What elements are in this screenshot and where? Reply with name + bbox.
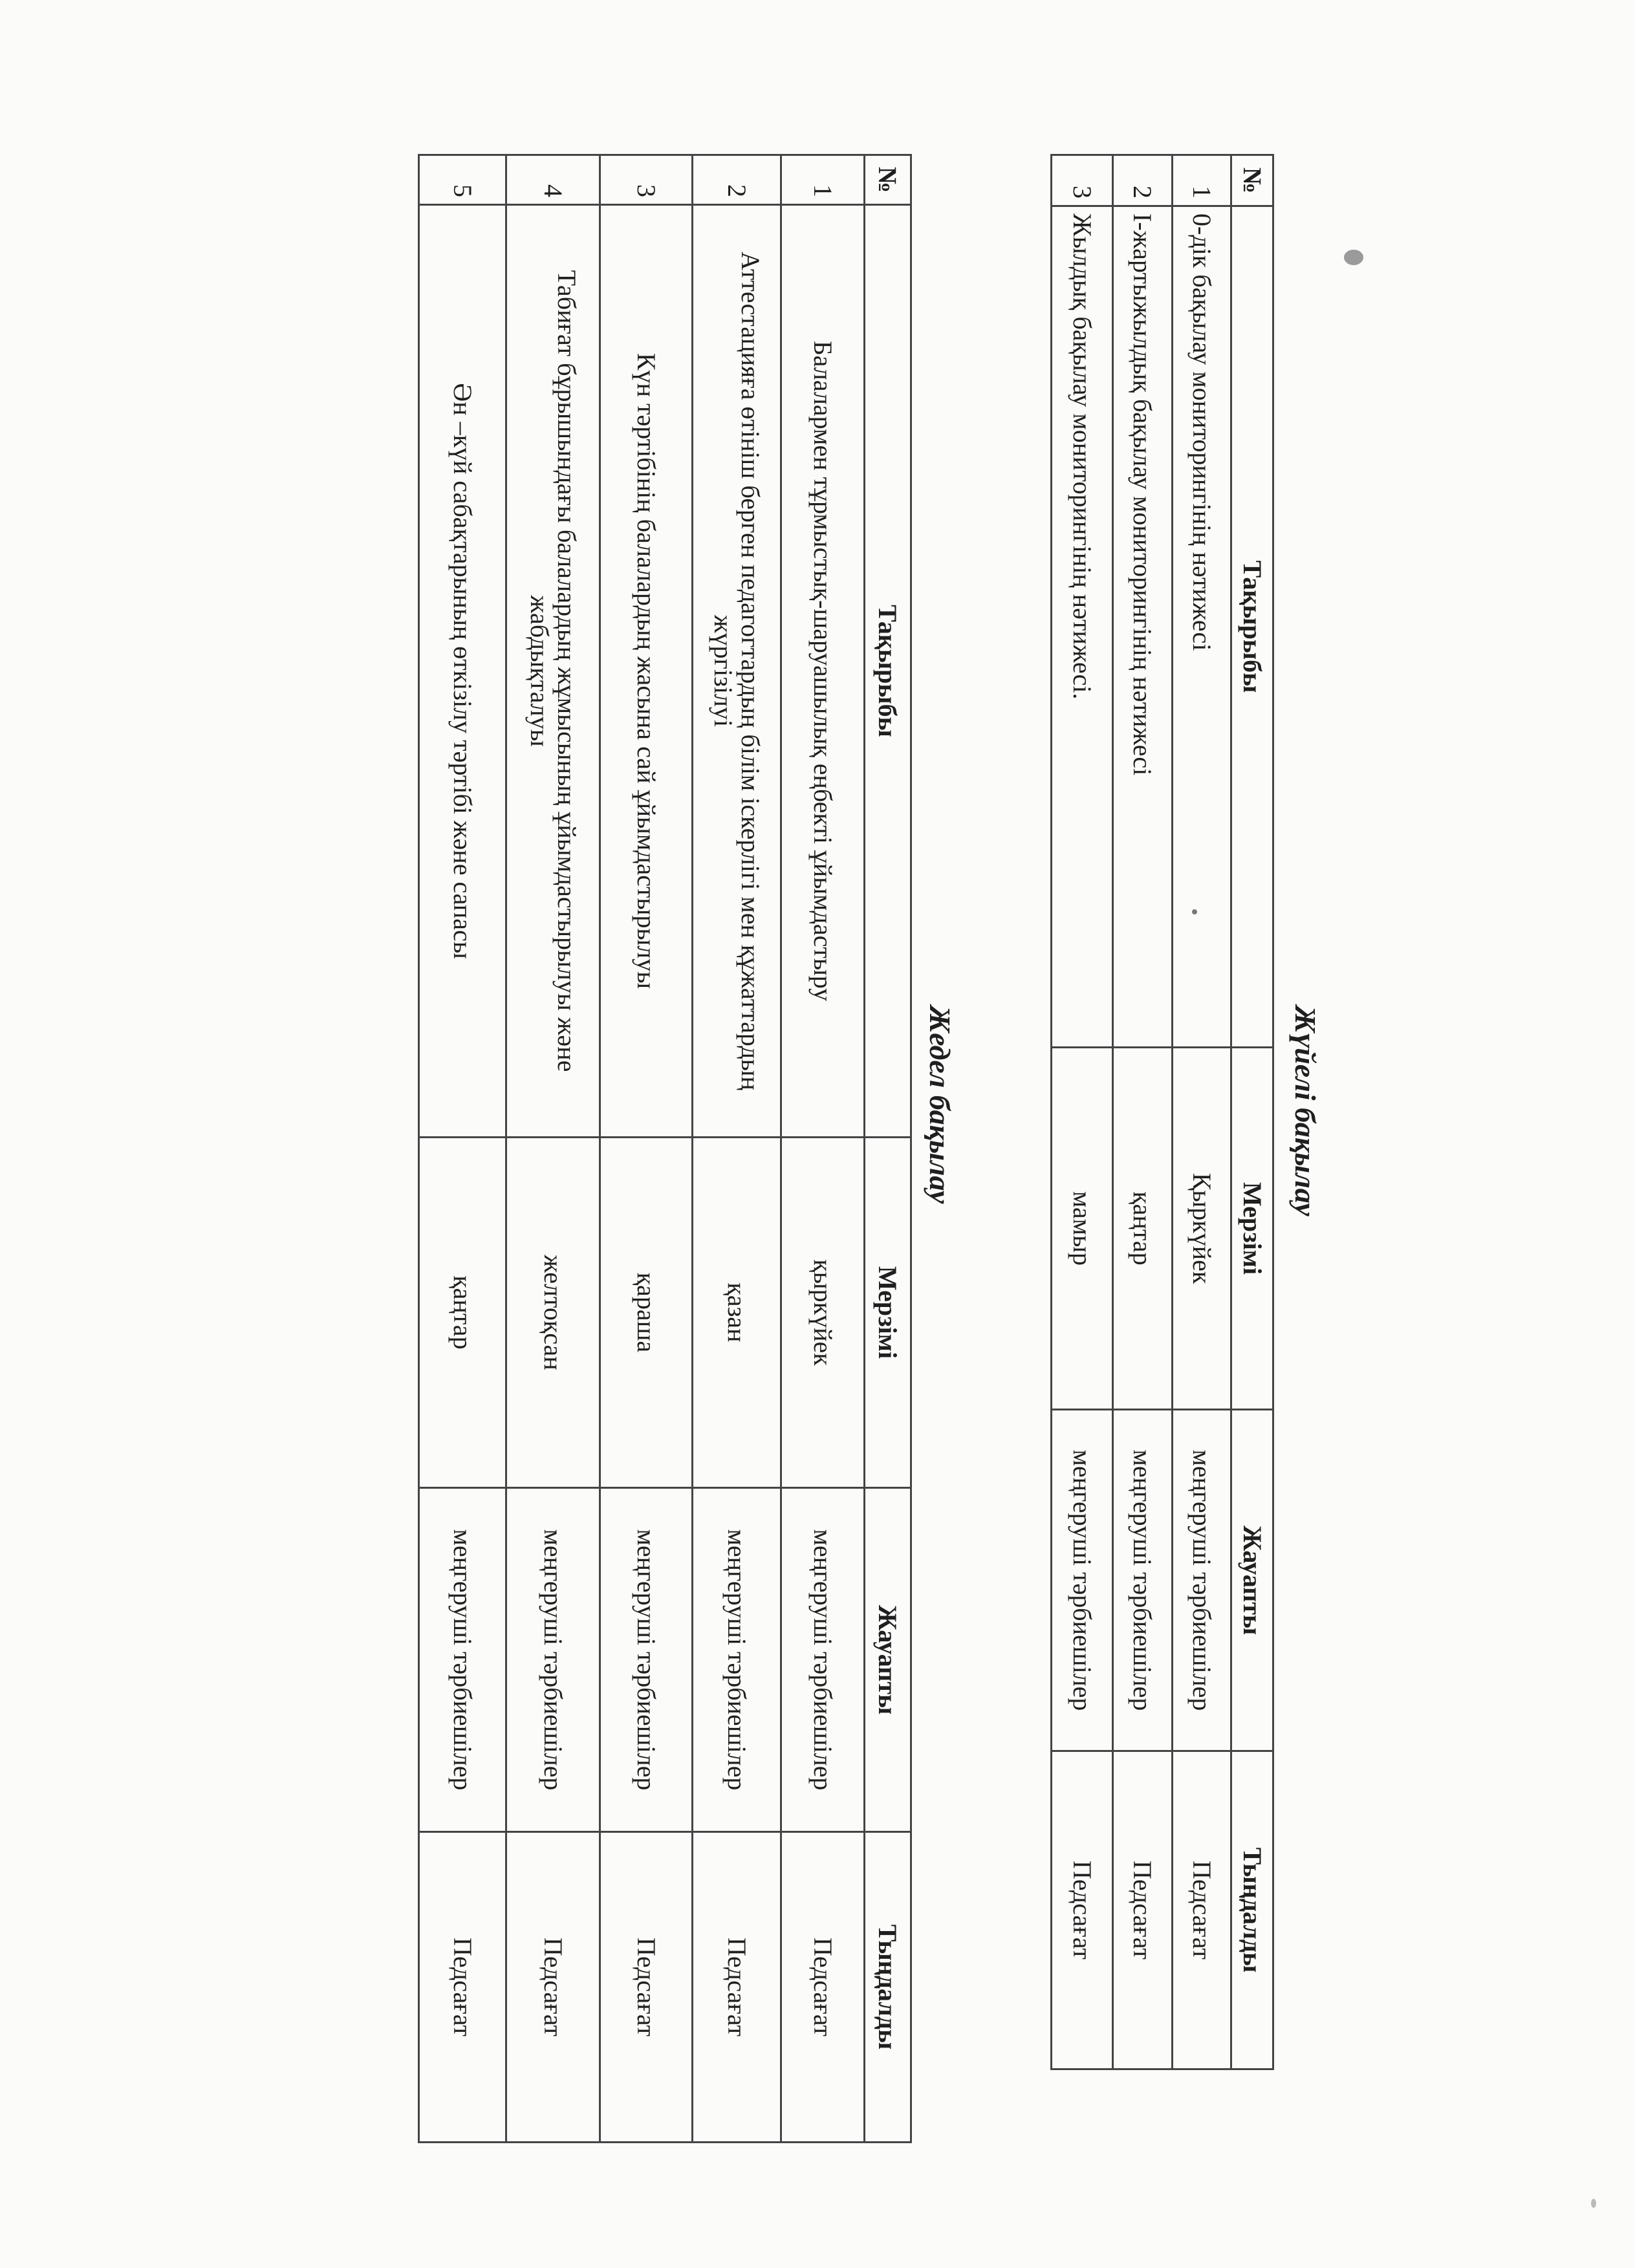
table1-header-heard: Тыңдалды — [1231, 1751, 1273, 2069]
table2-header-topic: Тақырыбы — [865, 205, 911, 1138]
scan-speck — [1192, 909, 1197, 914]
operational-control-table — [418, 154, 912, 2143]
row-number: 5 — [419, 155, 506, 205]
row-number: 3 — [600, 155, 693, 205]
table2-header-heard: Тыңдалды — [865, 1832, 911, 2143]
table-row — [1173, 155, 1231, 2069]
row-topic: 0-дік бақылау мониторингінің нәтижесі — [1173, 206, 1231, 1048]
scan-speck — [1344, 250, 1363, 265]
row-deadline: мамыр — [1052, 1048, 1113, 1410]
row-topic: Күн тәртібінің балалардың жасына сай ұйымдастырылуы — [600, 205, 693, 1138]
row-heard: Педсағат — [506, 1832, 600, 2143]
row-number: 2 — [1113, 155, 1173, 206]
row-number: 2 — [693, 155, 781, 205]
row-heard: Педсағат — [1173, 1751, 1231, 2069]
row-topic: Балалармен тұрмыстық-шаруашылық еңбекті ұйымдастыру — [781, 205, 865, 1138]
table1-header-topic: Тақырыбы — [1231, 206, 1273, 1048]
row-heard: Педсағат — [419, 1832, 506, 2143]
row-responsible: меңгеруші тәрбиешілер — [781, 1488, 865, 1832]
row-responsible: меңгеруші тәрбиешілер — [600, 1488, 693, 1832]
row-topic: Табиғат бұрышындағы балалардың жұмысының ұйымдастырылуы және жабдықталуы — [506, 205, 600, 1138]
row-topic: Аттестацияға өтініш берген педагогтардың білім іскерлігі мен құжаттардың жүргізілуі — [693, 205, 781, 1138]
table-row — [506, 155, 600, 2143]
row-number: 1 — [781, 155, 865, 205]
table2-title: Жедел бақылау — [924, 1006, 957, 1204]
table1-header-row — [1231, 155, 1273, 2069]
row-heard: Педсағат — [1113, 1751, 1173, 2069]
row-number: 3 — [1052, 155, 1113, 206]
table1-title: Жүйелі бақылау — [1289, 1006, 1322, 1216]
table2-header-num: № — [865, 155, 911, 205]
table1-header-responsible: Жауапты — [1231, 1410, 1273, 1751]
table1-header-deadline: Мерзімі — [1231, 1048, 1273, 1410]
table-row — [1113, 155, 1173, 2069]
table2-header-deadline: Мерзімі — [865, 1138, 911, 1488]
row-number: 1 — [1173, 155, 1231, 206]
row-deadline: қыркүйек — [781, 1138, 865, 1488]
row-responsible: меңгеруші тәрбиешілер — [1113, 1410, 1173, 1751]
row-responsible: меңгеруші тәрбиешілер — [506, 1488, 600, 1832]
row-topic: Жылдық бақылау мониторингінің нәтижесі. — [1052, 206, 1113, 1048]
table-row — [781, 155, 865, 2143]
row-topic: Ән –күй сабақтарының өткізілу тәртібі және сапасы — [419, 205, 506, 1138]
row-responsible: меңгеруші тәрбиешілер — [1052, 1410, 1113, 1751]
row-deadline: қаңтар — [419, 1138, 506, 1488]
row-responsible: меңгеруші тәрбиешілер — [419, 1488, 506, 1832]
table-row — [419, 155, 506, 2143]
row-heard: Педсағат — [1052, 1751, 1113, 2069]
table1-header-num: № — [1231, 155, 1273, 206]
row-number: 4 — [506, 155, 600, 205]
systematic-control-table — [1050, 154, 1274, 2070]
row-responsible: меңгеруші тәрбиешілер — [693, 1488, 781, 1832]
row-deadline: қазан — [693, 1138, 781, 1488]
table-row — [1052, 155, 1113, 2069]
table-row — [600, 155, 693, 2143]
row-deadline: қараша — [600, 1138, 693, 1488]
scan-speck — [1591, 2199, 1596, 2208]
row-deadline: қаңтар — [1113, 1048, 1173, 1410]
row-heard: Педсағат — [600, 1832, 693, 2143]
table2-header-responsible: Жауапты — [865, 1488, 911, 1832]
row-topic: І-жартыжылдық бақылау мониторингінің нәтижесі — [1113, 206, 1173, 1048]
row-heard: Педсағат — [781, 1832, 865, 2143]
table2-header-row — [865, 155, 911, 2143]
row-deadline: желтоқсан — [506, 1138, 600, 1488]
row-heard: Педсағат — [693, 1832, 781, 2143]
table-row — [693, 155, 781, 2143]
row-responsible: меңгеруші тәрбиешілер — [1173, 1410, 1231, 1751]
row-deadline: Қыркүйек — [1173, 1048, 1231, 1410]
